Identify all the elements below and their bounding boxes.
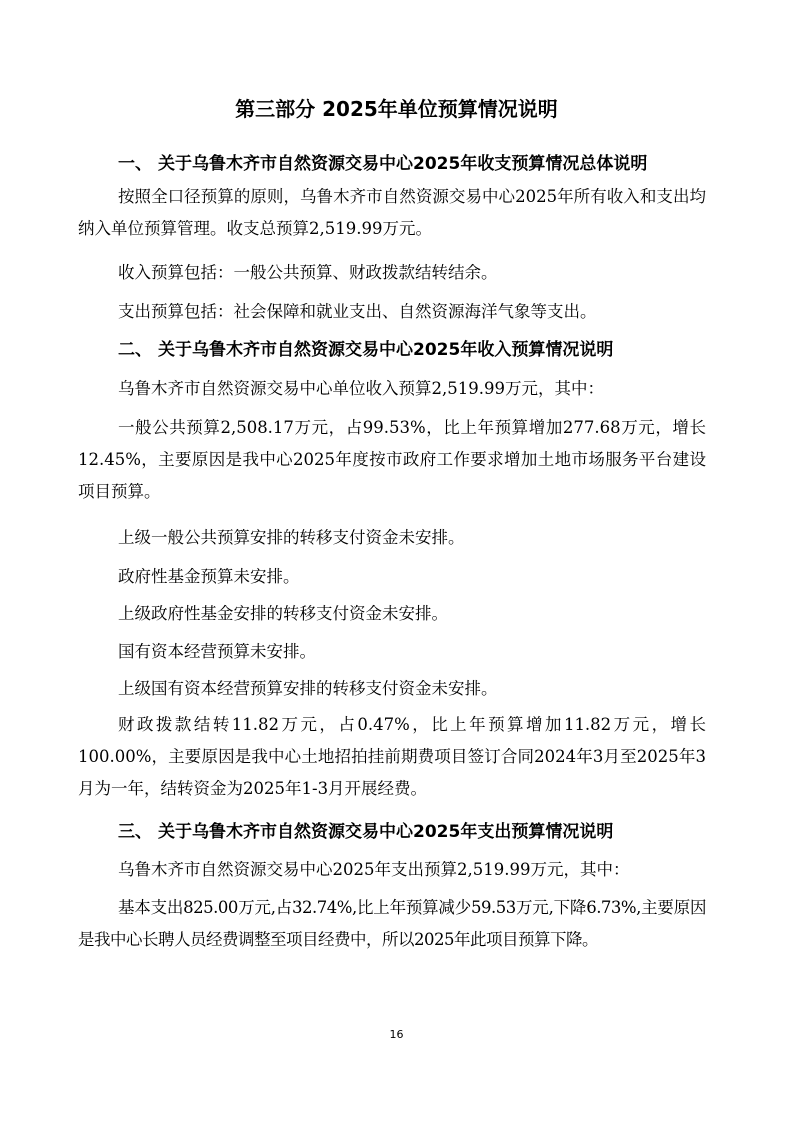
paragraph: 上级国有资本经营预算安排的转移支付资金未安排。 — [118, 679, 498, 698]
paragraph: 乌鲁木齐市自然资源交易中心2025年支出预算2,519.99万元，其中： — [118, 860, 630, 879]
paragraph: 基本支出825.00万元,占32.74%,比上年预算减少59.53万元,下降6.73%,主要原因是我中心长聘人员经费调整至项目经费中，所以2025年此项目预算下降。 — [78, 898, 706, 949]
paragraph: 上级一般公共预算安排的转移支付资金未安排。 — [118, 528, 465, 547]
paragraph: 财政拨款结转11.82万元，占0.47%，比上年预算增加11.82万元，增长100.00%，主要原因是我中心土地招拍挂前期费项目签订合同2024年3月至2025年3月为一年，结转资金为2025年1-3月开展经费。 — [78, 715, 706, 798]
section-heading-1 — [118, 151, 647, 177]
page-title: 第三部分 2025年单位预算情况说明 — [235, 97, 558, 121]
section-number: 三、 — [118, 822, 152, 842]
paragraph: 一般公共预算2,508.17万元，占99.53%，比上年预算增加277.68万元，增长12.45%，主要原因是我中心2025年度按市政府工作要求增加土地市场服务平台建设项目预算。 — [78, 418, 706, 501]
section-number: 一、 — [118, 154, 152, 174]
section-heading-text: 关于乌鲁木齐市自然资源交易中心2025年支出预算情况说明 — [158, 822, 614, 842]
paragraph: 收入预算包括：一般公共预算、财政拨款结转结余。 — [118, 263, 498, 282]
section-number: 二、 — [118, 340, 152, 360]
paragraph: 上级政府性基金安排的转移支付资金未安排。 — [118, 604, 448, 623]
paragraph: 按照全口径预算的原则，乌鲁木齐市自然资源交易中心2025年所有收入和支出均纳入单位预算管理。收支总预算2,519.99万元。 — [78, 187, 706, 238]
paragraph: 支出预算包括：社会保障和就业支出、自然资源海洋气象等支出。 — [118, 302, 597, 321]
section-heading-text: 关于乌鲁木齐市自然资源交易中心2025年收入预算情况说明 — [158, 340, 614, 360]
page-number: 16 — [389, 1028, 404, 1041]
paragraph: 乌鲁木齐市自然资源交易中心单位收入预算2,519.99万元，其中： — [118, 379, 604, 398]
section-heading-3 — [118, 819, 613, 845]
paragraph: 政府性基金预算未安排。 — [118, 567, 300, 586]
paragraph: 国有资本经营预算未安排。 — [118, 642, 316, 661]
section-heading-2 — [118, 337, 613, 363]
section-heading-text: 关于乌鲁木齐市自然资源交易中心2025年收支预算情况总体说明 — [158, 154, 648, 174]
